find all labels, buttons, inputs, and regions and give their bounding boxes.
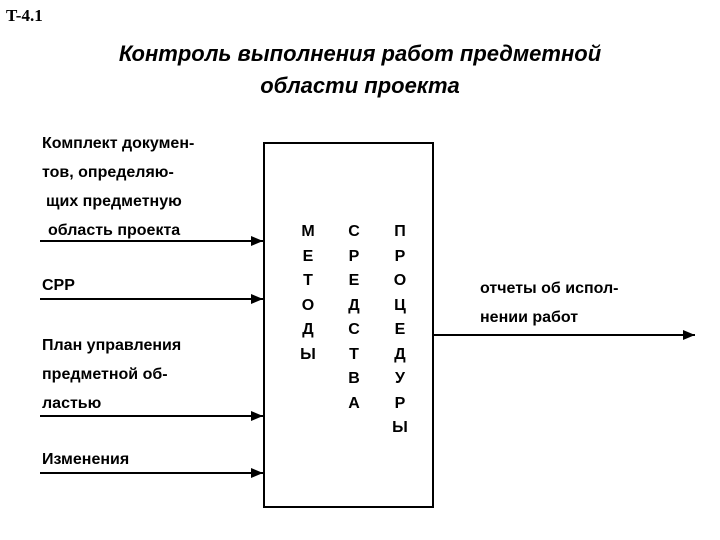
column-letter: А (348, 394, 360, 412)
column-letter: Е (302, 247, 314, 265)
input-label-line: ластью (42, 395, 102, 412)
column-letter: Р (394, 394, 406, 412)
output-label-line: отчеты об испол- (480, 280, 619, 297)
column-letter: У (395, 370, 405, 387)
title-line-2: области проекта (260, 73, 460, 98)
input-label-line: Изменения (42, 451, 130, 468)
column-letter: Е (394, 321, 406, 338)
column-letter: О (393, 272, 407, 289)
column-letter: Ц (394, 296, 406, 314)
column-letter: С (348, 321, 360, 338)
column-letter: Д (394, 345, 406, 363)
column-letter: С (348, 223, 360, 240)
column-letter: В (348, 370, 360, 387)
input-label-line: тов, определяю- (42, 164, 174, 181)
input-label-line: СРР (42, 277, 75, 294)
output-label-line: нении работ (480, 309, 579, 326)
input-label-line: предметной об- (42, 366, 168, 383)
column-letter: Д (302, 321, 314, 338)
column-letter: Т (303, 272, 313, 289)
column-letter: Р (394, 247, 406, 265)
column-letter: Е (348, 272, 360, 289)
input-label-line: План управления (42, 337, 182, 354)
column-letter: М (301, 223, 315, 240)
column-letter: П (394, 223, 406, 240)
column-letter: Ы (392, 419, 408, 436)
slide-id: T-4.1 (6, 6, 43, 25)
title-line-1: Контроль выполнения работ предметной (118, 41, 602, 66)
column-letter: Р (348, 247, 360, 265)
column-letter: О (301, 296, 315, 314)
input-label-line: область проекта (48, 222, 181, 239)
column-letter: Д (348, 296, 360, 314)
column-letter: Т (349, 345, 359, 363)
input-label-line: щих предметную (46, 193, 182, 210)
input-label-line: Комплект докумен- (42, 135, 195, 152)
column-letter: Ы (300, 345, 316, 363)
